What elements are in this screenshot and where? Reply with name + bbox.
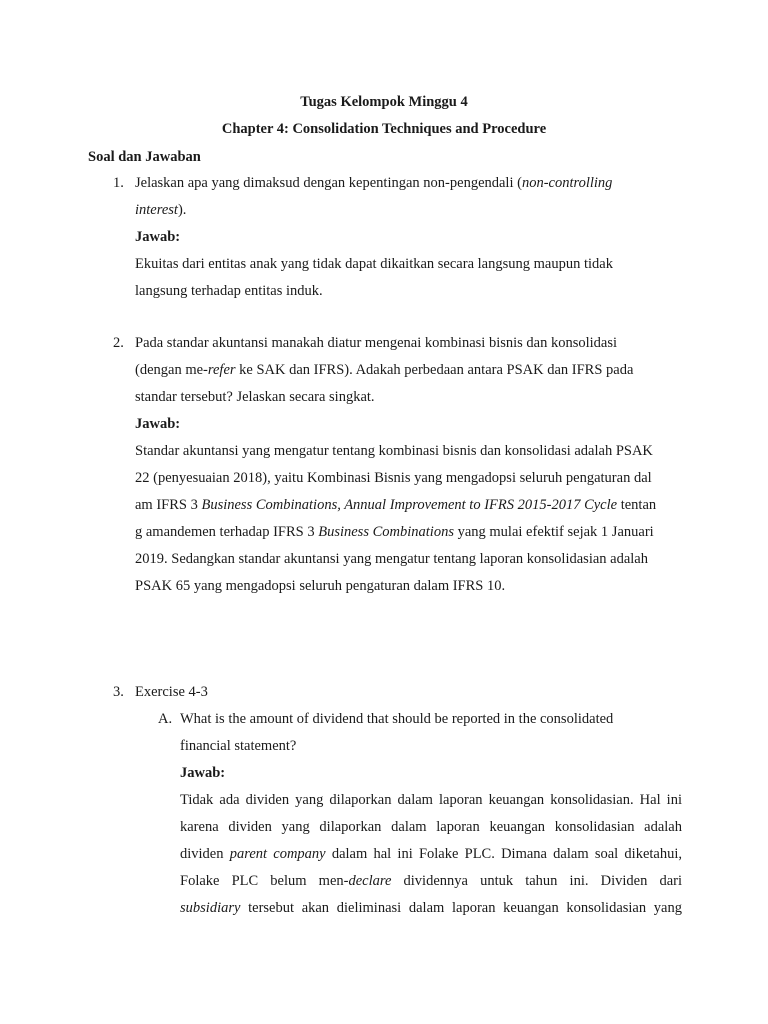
q1-line-2: interest). — [135, 202, 187, 218]
q2-answer-line-5: 2019. Sedangkan standar akuntansi yang mengatur tentang laporan konsolidasian adalah — [135, 551, 648, 567]
q3a-jawab-label: Jawab: — [180, 765, 226, 781]
q2-line-1: Pada standar akuntansi manakah diatur mengenai kombinasi bisnis dan konsolidasi — [135, 335, 618, 351]
q3a-answer-line-1: Tidak ada dividen yang dilaporkan dalam laporan keuangan konsolidasian. Hal ini — [180, 792, 682, 808]
q2-answer-line-3: am IFRS 3 Business Combinations, Annual Improvement to IFRS 2015-2017 Cycle tentan — [135, 497, 657, 513]
document-title: Tugas Kelompok Minggu 4 — [300, 94, 468, 110]
q3a-answer-line-5: subsidiary tersebut akan dieliminasi dalam laporan keuangan konsolidasian yang — [180, 900, 682, 916]
q3a-line-2: financial statement? — [180, 738, 297, 754]
q2-number: 2. — [113, 335, 124, 351]
q1-jawab-label: Jawab: — [135, 229, 181, 245]
q3a-answer-line-2: karena dividen yang dilaporkan dalam laporan keuangan konsolidasian adalah — [180, 819, 682, 835]
q1-number: 1. — [113, 175, 124, 191]
q2-answer-line-6: PSAK 65 yang mengadopsi seluruh pengaturan dalam IFRS 10. — [135, 578, 506, 594]
q3a-line-1: What is the amount of dividend that should be reported in the consolidated — [180, 711, 614, 727]
q1-answer-line-1: Ekuitas dari entitas anak yang tidak dapat dikaitkan secara langsung maupun tidak — [135, 256, 613, 272]
q2-answer-line-4: g amandemen terhadap IFRS 3 Business Combinations yang mulai efektif sejak 1 Januari — [135, 524, 654, 540]
q2-answer-line-2: 22 (penyesuaian 2018), yaitu Kombinasi Bisnis yang mengadopsi seluruh pengaturan dal — [135, 470, 652, 486]
section-heading: Soal dan Jawaban — [88, 149, 201, 165]
q3-label: Exercise 4-3 — [135, 684, 208, 700]
q3-number: 3. — [113, 684, 124, 700]
q2-line-2: (dengan me-refer ke SAK dan IFRS). Adakah perbedaan antara PSAK dan IFRS pada — [135, 362, 634, 378]
chapter-heading: Chapter 4: Consolidation Techniques and Procedure — [221, 121, 547, 137]
q3a-letter: A. — [158, 711, 173, 727]
q3a-answer-line-3: dividen parent company dalam hal ini Folake PLC. Dimana dalam soal diketahui, — [180, 846, 682, 862]
q1-line-1: Jelaskan apa yang dimaksud dengan kepentingan non-pengendali (non-controlling — [135, 175, 613, 191]
q1-answer-line-2: langsung terhadap entitas induk. — [135, 283, 323, 299]
q2-jawab-label: Jawab: — [135, 416, 181, 432]
q2-line-3: standar tersebut? Jelaskan secara singkat. — [135, 389, 375, 405]
q3a-answer-line-4: Folake PLC belum men-declare dividennya untuk tahun ini. Dividen dari — [180, 873, 682, 889]
q2-answer-line-1: Standar akuntansi yang mengatur tentang kombinasi bisnis dan konsolidasi adalah PSAK — [135, 443, 653, 459]
